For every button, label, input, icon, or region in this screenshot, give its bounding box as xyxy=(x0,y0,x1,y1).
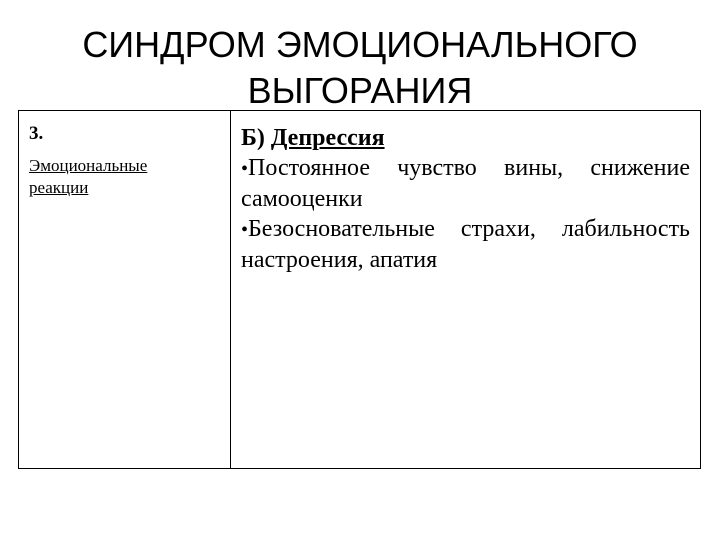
bullet-item-2 xyxy=(241,214,690,275)
section-heading xyxy=(241,123,690,153)
heading-prefix: Б) xyxy=(241,125,265,151)
title-line-1: СИНДРОМ ЭМОЦИОНАЛЬНОГО xyxy=(82,24,638,65)
bullet-marker-icon: • xyxy=(241,158,249,180)
bullet-marker-icon: • xyxy=(241,219,249,241)
reaction-label-line-2: реакции xyxy=(29,178,89,197)
table-left-cell xyxy=(19,111,231,468)
reaction-label xyxy=(29,155,224,199)
slide-title xyxy=(0,22,720,114)
reaction-label-line-1: Эмоциональные xyxy=(29,156,148,175)
item-number: 3. xyxy=(29,123,44,144)
content-table xyxy=(18,110,701,469)
heading-text: Депрессия xyxy=(270,125,385,151)
title-line-2: ВЫГОРАНИЯ xyxy=(247,70,473,111)
bullet-item-1 xyxy=(241,153,690,214)
table-right-cell xyxy=(231,111,700,468)
bullet-text-2: Безосновательные страхи, лабильность настроения, апатия xyxy=(241,216,690,273)
bullet-text-1: Постоянное чувство вины, снижение самооценки xyxy=(241,155,690,212)
